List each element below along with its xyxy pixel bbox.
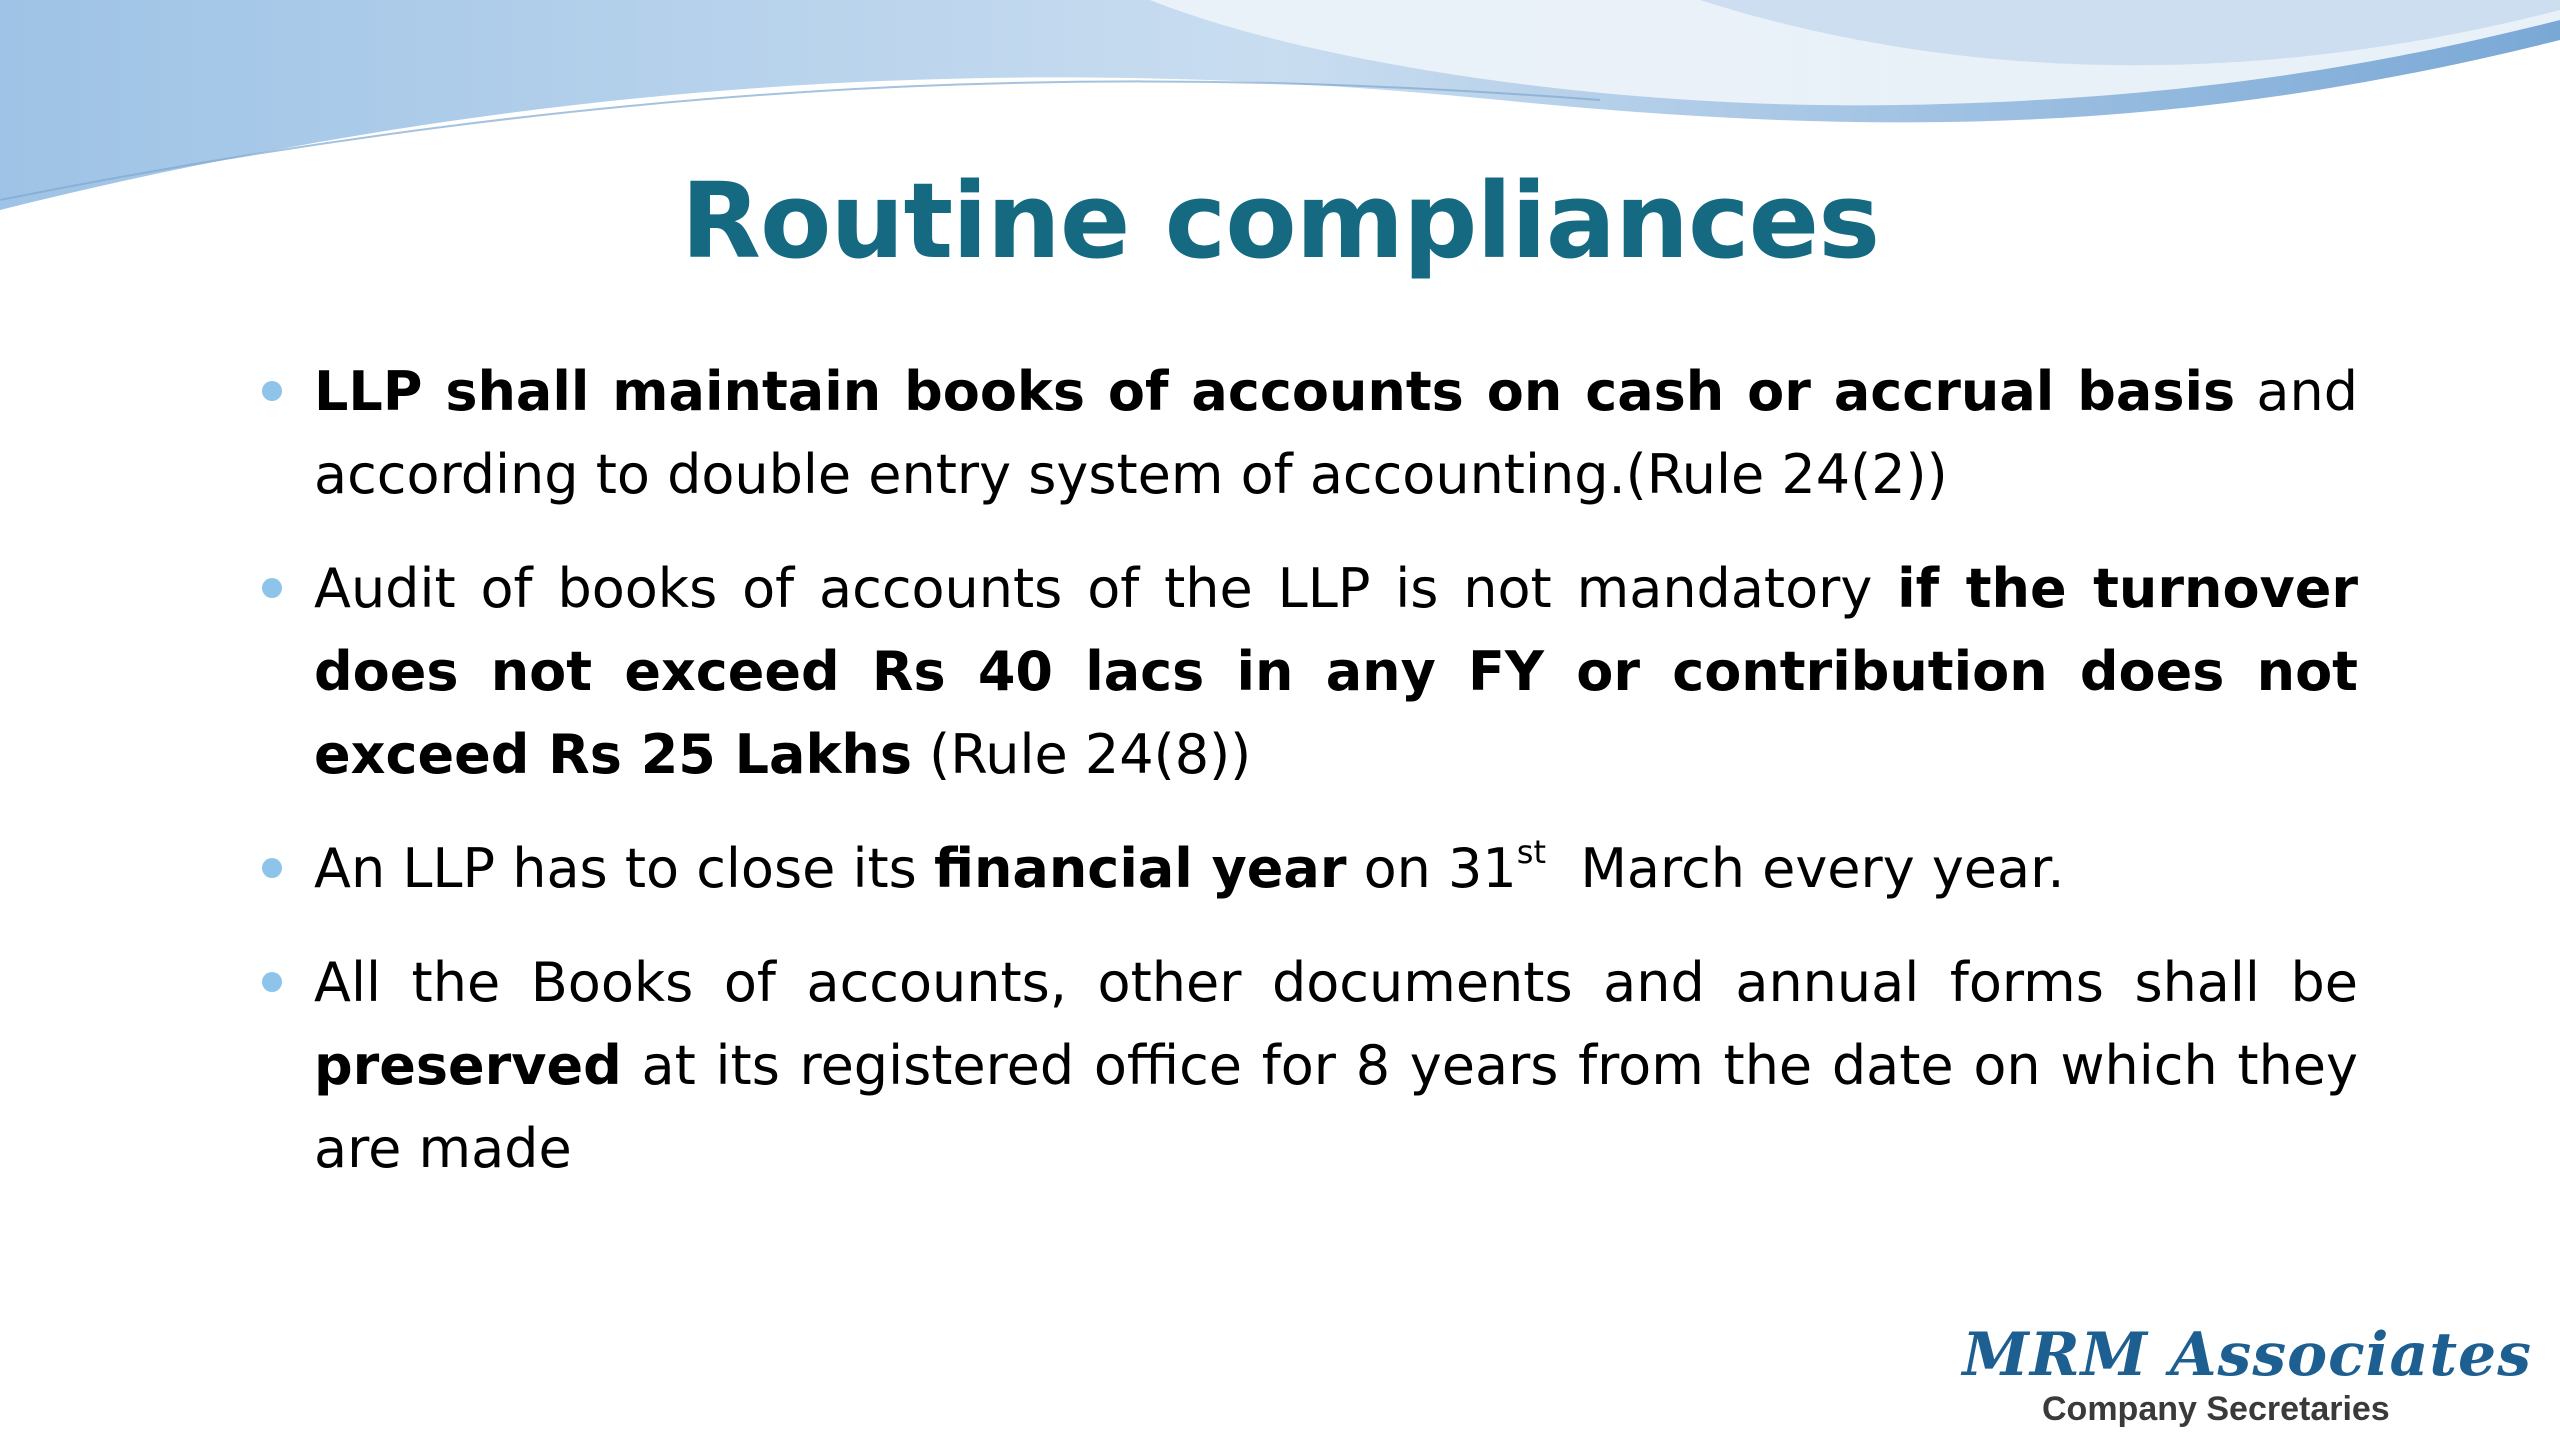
- logo-tagline: Company Secretaries: [2042, 1390, 2390, 1428]
- bullet-text: March every year.: [1546, 837, 2065, 900]
- bullet-item-books-maintenance: [258, 350, 2358, 516]
- bullet-text: at its registered office for 8 years from the date on which they are made: [314, 1034, 2358, 1180]
- bullet-text: An LLP has to close its: [314, 837, 934, 900]
- bullet-item-preservation: [258, 941, 2358, 1190]
- bullet-dot-icon: [262, 972, 282, 992]
- bullet-text: All the Books of accounts, other documents and annual forms shall be: [314, 951, 2358, 1014]
- bullet-item-financial-year: [258, 827, 2358, 910]
- bullet-dot-icon: [262, 858, 282, 878]
- bullet-bold-text: LLP shall maintain books of accounts on cash or accrual basis: [314, 360, 2236, 423]
- bullet-list: [258, 350, 2358, 1221]
- bullet-text: (Rule 24(8)): [911, 723, 1252, 786]
- company-logo: [1962, 1320, 2550, 1430]
- bullet-bold-text: if the turnover does not exceed Rs 40 lacs in any FY or contribution does not exceed Rs 25 Lakhs: [314, 557, 2358, 786]
- bullet-text: Audit of books of accounts of the LLP is not mandatory: [314, 557, 1898, 620]
- slide-title: Routine compliances: [680, 160, 1880, 282]
- bullet-text: and according to double entry system of accounting.(Rule 24(2)): [314, 360, 2359, 506]
- bullet-dot-icon: [262, 578, 282, 598]
- ordinal-suffix: st: [1516, 833, 1546, 871]
- bullet-bold-text: financial year: [933, 837, 1347, 900]
- logo-name: MRM Associates: [1962, 1320, 2532, 1390]
- bullet-bold-text: preserved: [314, 1034, 622, 1097]
- bullet-text: on 31: [1346, 837, 1517, 900]
- bullet-item-audit: [258, 547, 2358, 796]
- bullet-dot-icon: [262, 381, 282, 401]
